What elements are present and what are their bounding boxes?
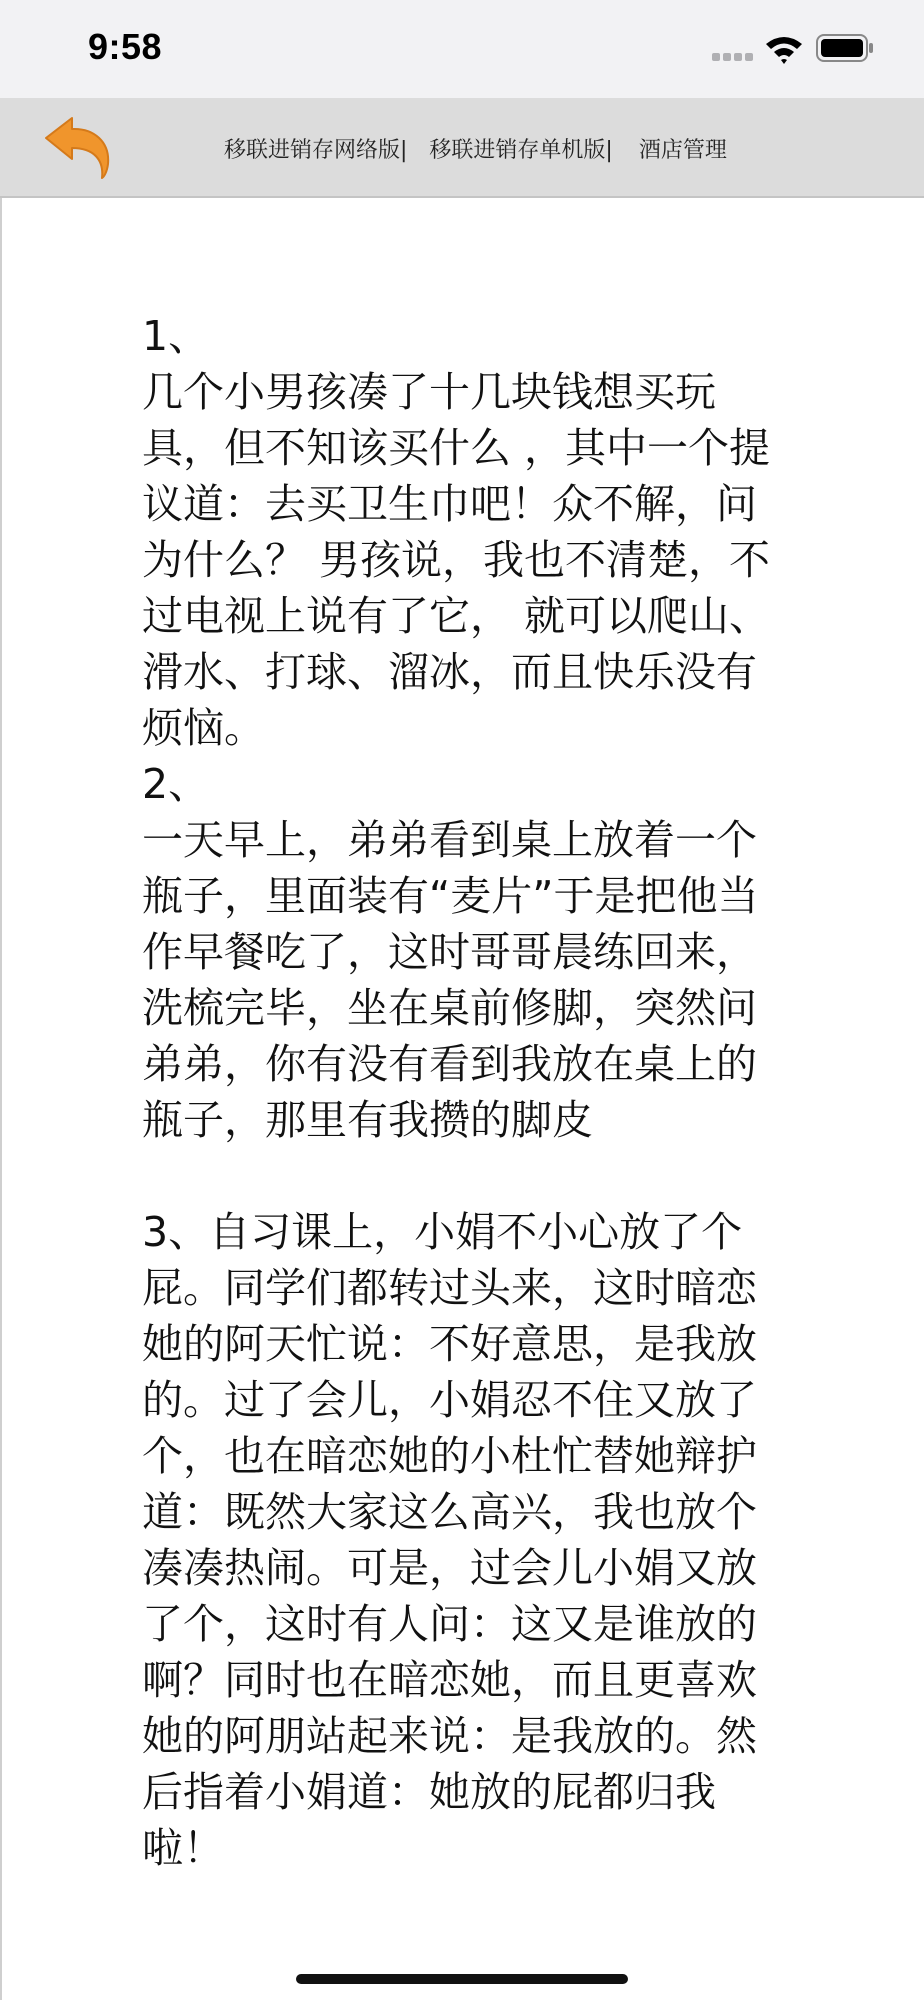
back-button[interactable] <box>42 114 114 180</box>
status-time: 9:58 <box>88 26 163 67</box>
undo-arrow-icon <box>42 114 114 180</box>
cellular-signal-icon <box>712 53 756 63</box>
nav-links <box>224 128 727 168</box>
battery-icon <box>816 34 874 62</box>
content-area[interactable] <box>0 198 924 2000</box>
nav-link-hotel-management[interactable]: 酒店管理 <box>638 137 727 163</box>
nav-link-inventory-network[interactable]: 移联进销存网络版| <box>224 137 408 163</box>
status-bar <box>0 0 924 98</box>
home-indicator[interactable] <box>296 1974 628 1984</box>
wifi-icon <box>764 34 804 64</box>
article-text: 1、 几个小男孩凑了十几块钱想买玩具，但不知该买什么 ，其中一个提议道：去买卫生巾吧！众不解，问为什么？ 男孩说，我也不清楚，不过电视上说有了它， 就可以爬山、滑水、打球、溜冰，而且快乐没有烦恼。 2、 一天早上，弟弟看到桌上放着一个瓶子，里面装有“麦片”于是把他当作早餐吃了，这时哥哥晨练回来，洗梳完毕，坐在桌前修脚，突然问弟弟，你有没有看到我放在桌上的瓶子，那里有我攒的脚皮 3、自习课上，小娟不小心放了个屁。同学们都转过头来，这时暗恋她的阿天忙说：不好意思，是我放的。过了会儿，小娟忍不住又放了个，也在暗恋她的小杜忙替她辩护道：既然大家这么高兴，我也放个凑凑热闹。可是，过会儿小娟又放了个，这时有人问：这又是谁放的啊？同时也在暗恋她，而且更喜欢她的阿朋站起来说：是我放的。然后指着小娟道：她放的屁都归我啦！ <box>142 312 771 1872</box>
nav-link-inventory-standalone[interactable]: 移联进销存单机版| <box>429 137 613 163</box>
nav-bar <box>0 98 924 198</box>
